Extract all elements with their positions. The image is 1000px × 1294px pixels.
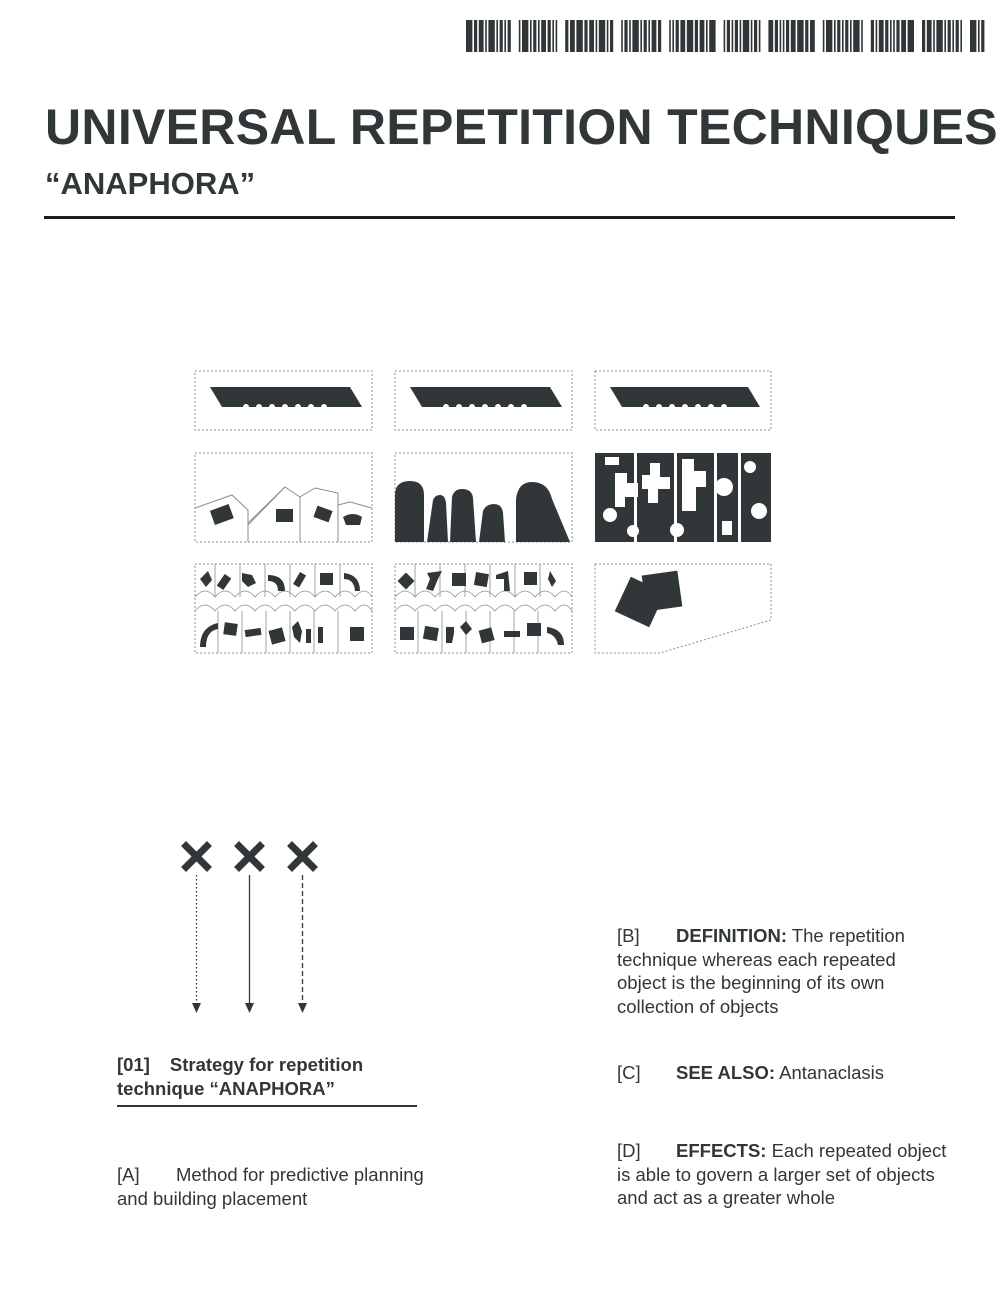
note-a <box>117 1163 457 1210</box>
arrow-head <box>298 1003 307 1013</box>
arch-shape <box>450 489 476 542</box>
note-text: Each repeated object is able to govern a larger set of objects and act as a greater whole <box>617 1140 947 1208</box>
note-tag: [D] <box>617 1140 641 1161</box>
note-label: SEE ALSO: <box>676 1062 776 1083</box>
caption-line2: technique “ANAPHORA” <box>117 1078 335 1099</box>
arch-shape <box>479 504 505 542</box>
diagram-frame <box>195 453 372 542</box>
barcode <box>466 20 986 52</box>
note-text: The repetition technique whereas each repeated object is the beginning of its own collection of objects <box>617 925 905 1017</box>
x-mark-icon <box>292 846 313 867</box>
header-rule <box>44 216 955 219</box>
note-c <box>617 1061 957 1085</box>
figure-caption <box>117 1053 417 1101</box>
caption-line1: Strategy for repetition <box>169 1054 364 1075</box>
x-mark-icon <box>186 846 207 867</box>
page-subtitle: “ANAPHORA” <box>45 166 256 201</box>
bar-shape <box>410 387 562 407</box>
anaphora-diagram <box>190 365 780 660</box>
arrow-head <box>192 1003 201 1013</box>
note-tag: [C] <box>617 1062 641 1083</box>
strategy-arrows <box>170 835 330 1020</box>
note-text: Antanaclasis <box>775 1062 885 1083</box>
bar-shape <box>210 387 362 407</box>
caption-rule <box>117 1105 417 1107</box>
note-d <box>617 1139 957 1210</box>
arch-shape <box>516 482 570 542</box>
note-text: Method for predictive planning and building placement <box>117 1164 424 1209</box>
note-tag: [A] <box>117 1164 140 1185</box>
note-b <box>617 924 937 1018</box>
note-label: EFFECTS: <box>676 1140 767 1161</box>
arch-shape <box>395 481 424 542</box>
arrow-head <box>245 1003 254 1013</box>
x-mark-icon <box>239 846 260 867</box>
note-tag: [B] <box>617 925 640 946</box>
puzzle-block <box>595 453 771 542</box>
page-title: UNIVERSAL REPETITION TECHNIQUES <box>45 99 998 155</box>
caption-number: [01] <box>117 1054 150 1075</box>
arch-shape <box>427 495 448 542</box>
note-label: DEFINITION: <box>676 925 787 946</box>
